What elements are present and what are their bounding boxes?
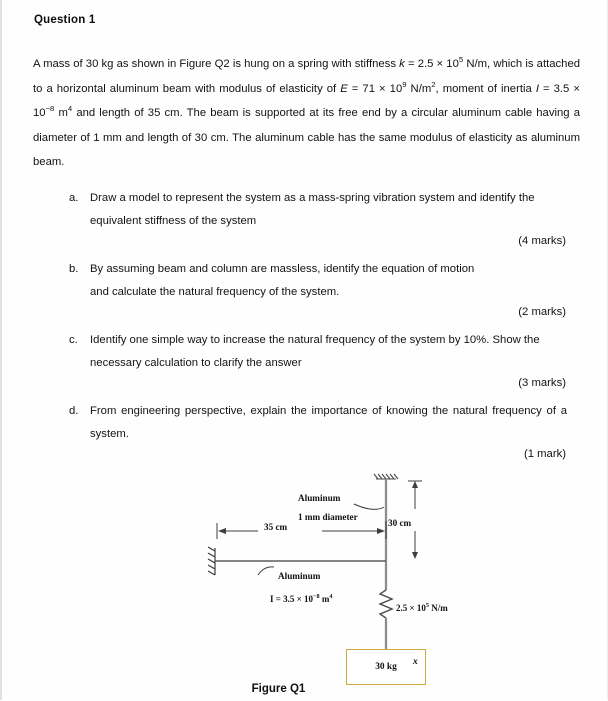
label-beam-length: 35 cm — [264, 521, 288, 532]
symbol-k: k — [399, 58, 405, 70]
intro-text-1: A mass of 30 kg as shown in Figure Q2 is hung on a spring with stiffness — [33, 58, 400, 70]
spring-unit: N/m — [428, 602, 448, 613]
item-marks-a: (4 marks) — [518, 234, 566, 247]
page-title: Question 1 — [34, 14, 96, 26]
symbol-e: E — [340, 82, 348, 95]
label-spring-stiffness — [396, 603, 448, 613]
exponent-k: 5 — [458, 55, 464, 65]
label-moment-of-inertia — [270, 594, 332, 604]
question-item-a — [33, 187, 585, 233]
exponent-i-unit: 4 — [67, 104, 73, 114]
problem-statement — [33, 52, 580, 175]
label-aluminum-cable: Aluminum — [298, 492, 341, 503]
intro-text-8: m — [54, 107, 68, 119]
figure-caption: Figure Q1 — [251, 682, 306, 695]
inertia-unit-exponent: 4 — [329, 593, 333, 600]
item-text-d: From engineering perspective, explain the importance of knowing the natural frequency of a system. — [90, 404, 567, 440]
item-letter-c: c. — [69, 333, 78, 346]
spring-value: 2.5 × 10 — [396, 602, 426, 613]
intro-text-4: = 71 × 10 — [347, 82, 403, 95]
intro-text-2: = 2.5 × 10 — [404, 58, 459, 70]
intro-text-7: = 3.5 × 10 — [33, 82, 580, 119]
spring-exponent: 5 — [425, 602, 429, 609]
mass-block — [346, 649, 426, 685]
figure-q1 — [2, 471, 608, 701]
inertia-symbol: I — [270, 593, 274, 604]
intro-text-9: and length of 35 cm. The beam is supported at its free end by a circular aluminum cable having a diameter of 1 mm and length of 30 cm. The aluminum cable has the same modulus of elasticity as aluminum beam. — [33, 107, 580, 168]
item-text-a: Draw a model to represent the system as a mass-spring vibration system and identify the equivalent stiffness of the system — [90, 191, 535, 227]
leader-line-beam — [258, 566, 274, 574]
mass-label: 30 kg — [375, 661, 397, 672]
wall-fixed-support-icon — [208, 547, 215, 575]
symbol-i: I — [535, 82, 539, 95]
question-item-c — [33, 329, 585, 375]
item-marks-c: (3 marks) — [518, 376, 566, 389]
intro-text-5: N/m — [406, 82, 432, 95]
exponent-e: 9 — [402, 79, 407, 89]
leader-line-cable — [354, 504, 384, 509]
dimension-35cm — [217, 521, 386, 539]
question-item-b — [33, 258, 585, 304]
label-displacement-x: x — [413, 656, 418, 667]
label-aluminum-beam: Aluminum — [278, 570, 321, 581]
inertia-unit: m — [319, 593, 330, 604]
item-marks-d: (1 mark) — [523, 447, 566, 460]
question-item-d — [33, 400, 585, 446]
item-text-c: Identify one simple way to increase the natural frequency of the system by 10%. Show the necessary calculation to clarify the answer — [90, 333, 540, 369]
intro-text-3: N/m, which is attached to a horizontal aluminum beam with modulus of elasticity of — [33, 58, 581, 95]
spring-icon — [380, 590, 392, 618]
item-letter-a: a. — [69, 191, 79, 204]
item-marks-b: (2 marks) — [518, 305, 566, 318]
exponent-e-unit: 2 — [431, 79, 436, 89]
inertia-value: = 3.5 × 10 — [273, 593, 314, 604]
question-items-list — [33, 187, 585, 460]
label-cable-length: 30 cm — [388, 517, 412, 528]
exponent-i: −8 — [45, 104, 55, 114]
intro-text-6: , moment of inertia — [435, 82, 536, 95]
inertia-exponent: −8 — [313, 593, 320, 600]
item-text-b: By assuming beam and column are massless, identify the equation of motion and calculate the natural frequency of the system. — [90, 262, 475, 298]
item-letter-d: d. — [69, 404, 79, 417]
item-letter-b: b. — [69, 262, 79, 275]
ceiling-support-icon — [374, 474, 398, 479]
label-cable-diameter: 1 mm diameter — [298, 511, 358, 522]
